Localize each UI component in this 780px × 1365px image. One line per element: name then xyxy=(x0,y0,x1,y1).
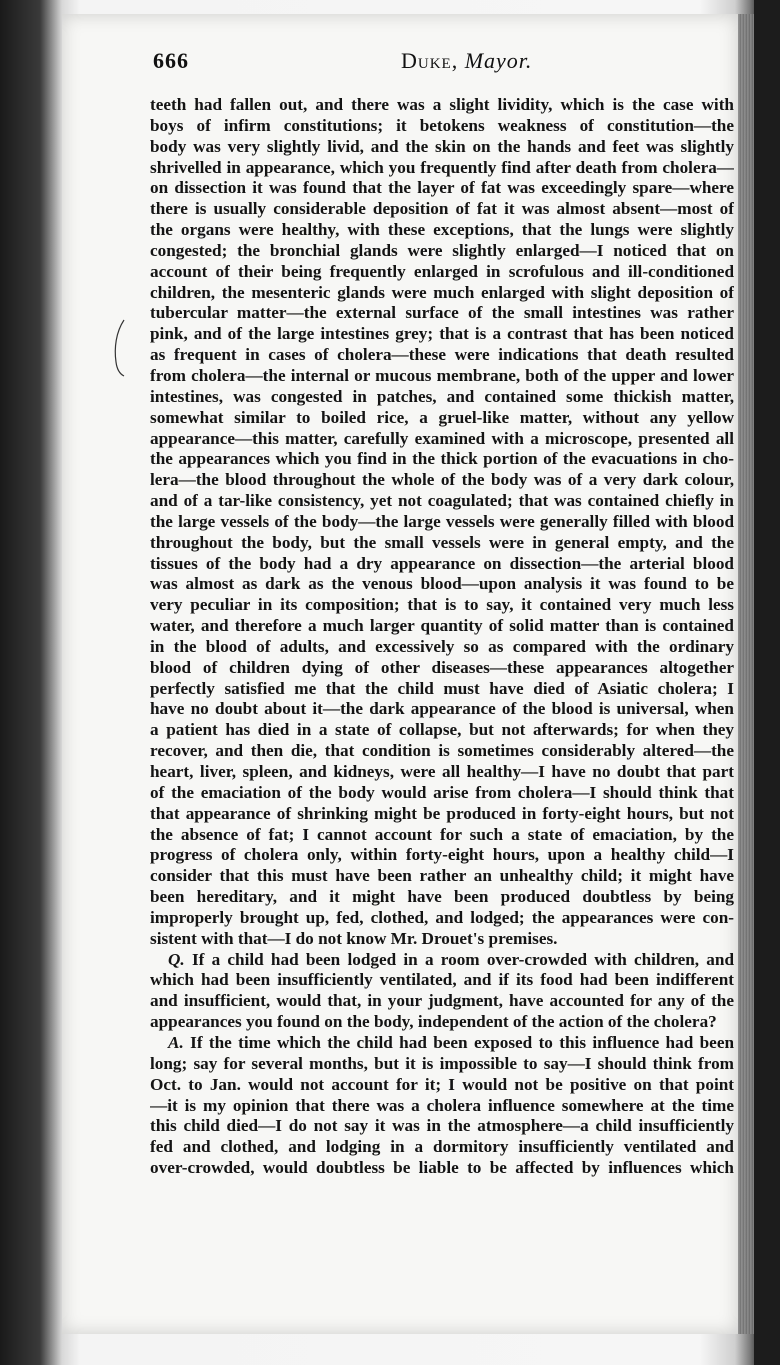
question-line xyxy=(150,950,734,971)
body-line: sistent with that—I do not know Mr. Drouet's premises. xyxy=(150,928,558,948)
body-line: lera—the blood throughout the whole of the body was of a very dark colour, xyxy=(150,470,734,490)
body-line: teeth had fallen out, and there was a slight lividity, which is the case with xyxy=(150,95,734,114)
body-line: on dissection it was found that the layer of fat was exceedingly spare—where xyxy=(150,178,734,198)
answer-line: —it is my opinion that there was a cholera influence somewhere at the time xyxy=(150,1095,734,1115)
body-line: tubercular matter—the external surface of the small intestines was rather xyxy=(150,303,734,323)
body-line: recover, and then die, that condition is sometimes considerably altered—the xyxy=(150,741,734,761)
body-line: the appearances which you find in the thick portion of the evacuations in cho- xyxy=(150,449,734,469)
text-span: If a child had been lodged in a room over-crowded with children, and xyxy=(191,949,734,969)
body-line: very peculiar in its composition; that is to say, it contained very much less xyxy=(150,595,734,615)
answer-line: long; say for several months, but it is impossible to say—I should think from xyxy=(150,1053,734,1073)
answer-line: over-crowded, would doubtless be liable to be affected by influences which xyxy=(150,1158,734,1178)
body-line: account of their being frequently enlarged in scrofulous and ill-conditioned xyxy=(150,261,734,281)
answer-label: A. xyxy=(168,1032,184,1052)
body-line: pink, and of the large intestines grey; that is a contrast that has been noticed xyxy=(150,324,734,344)
next-page-shadow xyxy=(754,0,780,1365)
body-line: was almost as dark as the venous blood—upon analysis it was found to be xyxy=(150,574,734,594)
body-line: a patient has died in a state of collapse, but not afterwards; for when they xyxy=(150,720,734,740)
answer-line xyxy=(150,1033,734,1054)
body-line: water, and therefore a much larger quantity of solid matter than is contained xyxy=(150,616,734,636)
body-line: tissues of the body had a dry appearance on dissection—the arterial blood xyxy=(150,553,734,573)
running-head-title: Mayor. xyxy=(464,48,533,73)
running-head-name: Duke, xyxy=(401,48,459,73)
body-line: shrivelled in appearance, which you frequently find after death from cholera— xyxy=(150,157,734,177)
margin-bracket-mark xyxy=(112,318,128,378)
question-label: Q. xyxy=(168,949,185,969)
text-span: If the time which the child had been exposed to this influence had been xyxy=(190,1032,734,1052)
body-line: appearance—this matter, carefully examined with a microscope, presented all xyxy=(150,428,734,448)
question-line: appearances you found on the body, independent of the action of the cholera? xyxy=(150,1012,717,1032)
body-line: have no doubt about it—the dark appearance of the blood is universal, when xyxy=(150,699,734,719)
running-head xyxy=(401,48,532,74)
body-text xyxy=(150,95,734,1179)
body-line: of the emaciation of the body would arise from cholera—I should think that xyxy=(150,782,734,802)
body-line: body was very slightly livid, and the skin on the hands and feet was slightly xyxy=(150,136,734,156)
question-line: which had been insufficiently ventilated, and if its food had been indifferent xyxy=(150,970,734,990)
body-line: the absence of fat; I cannot account for such a state of emaciation, by the xyxy=(150,824,734,844)
body-line: from cholera—the internal or mucous membrane, both of the upper and lower xyxy=(150,365,734,385)
body-line: in the blood of adults, and excessively so as compared with the ordinary xyxy=(150,636,734,656)
body-line: and of a tar-like consistency, yet not coagulated; that was contained chiefly in xyxy=(150,491,734,511)
body-line: the large vessels of the body—the large vessels were generally filled with blood xyxy=(150,511,734,531)
answer-line: fed and clothed, and lodging in a dormitory insufficiently ventilated and xyxy=(150,1137,734,1157)
page-edges xyxy=(738,14,754,1334)
page-number: 666 xyxy=(153,48,189,73)
body-line: intestines, was congested in patches, and contained some thickish matter, xyxy=(150,386,734,406)
body-line: somewhat similar to boiled rice, a gruel-like matter, without any yellow xyxy=(150,407,734,427)
body-line: consider that this must have been rather an unhealthy child; it might have xyxy=(150,866,734,886)
body-line: congested; the bronchial glands were slightly enlarged—I noticed that on xyxy=(150,240,734,260)
body-line: the organs were healthy, with these exceptions, that the lungs were slightly xyxy=(150,220,734,240)
body-line: been hereditary, and it might have been produced doubtless by being xyxy=(150,887,734,907)
body-line: blood of children dying of other diseases—these appearances altogether xyxy=(150,657,734,677)
body-line: as frequent in cases of cholera—these were indications that death resulted xyxy=(150,345,734,365)
answer-line: Oct. to Jan. would not account for it; I would not be positive on that point xyxy=(150,1074,734,1094)
body-line: boys of infirm constitutions; it betokens weakness of constitution—the xyxy=(150,115,734,135)
page-header xyxy=(153,44,713,80)
body-line: throughout the body, but the small vessels were in general empty, and the xyxy=(150,532,734,552)
body-line: that appearance of shrinking might be produced in forty-eight hours, but not xyxy=(150,803,734,823)
body-line: perfectly satisfied me that the child must have died of Asiatic cholera; I xyxy=(150,678,734,698)
body-line: progress of cholera only, within forty-eight hours, upon a healthy child—I xyxy=(150,845,734,865)
answer-line: this child died—I do not say it was in the atmosphere—a child insufficiently xyxy=(150,1116,734,1136)
body-line: children, the mesenteric glands were much enlarged with slight deposition of xyxy=(150,282,734,302)
body-line: improperly brought up, fed, clothed, and lodged; the appearances were con- xyxy=(150,907,734,927)
body-line: there is usually considerable deposition of fat it was almost absent—most of xyxy=(150,199,734,219)
question-line: and insufficient, would that, in your judgment, have accounted for any of the xyxy=(150,991,734,1011)
body-line: heart, liver, spleen, and kidneys, were all healthy—I have no doubt that part xyxy=(150,762,734,781)
